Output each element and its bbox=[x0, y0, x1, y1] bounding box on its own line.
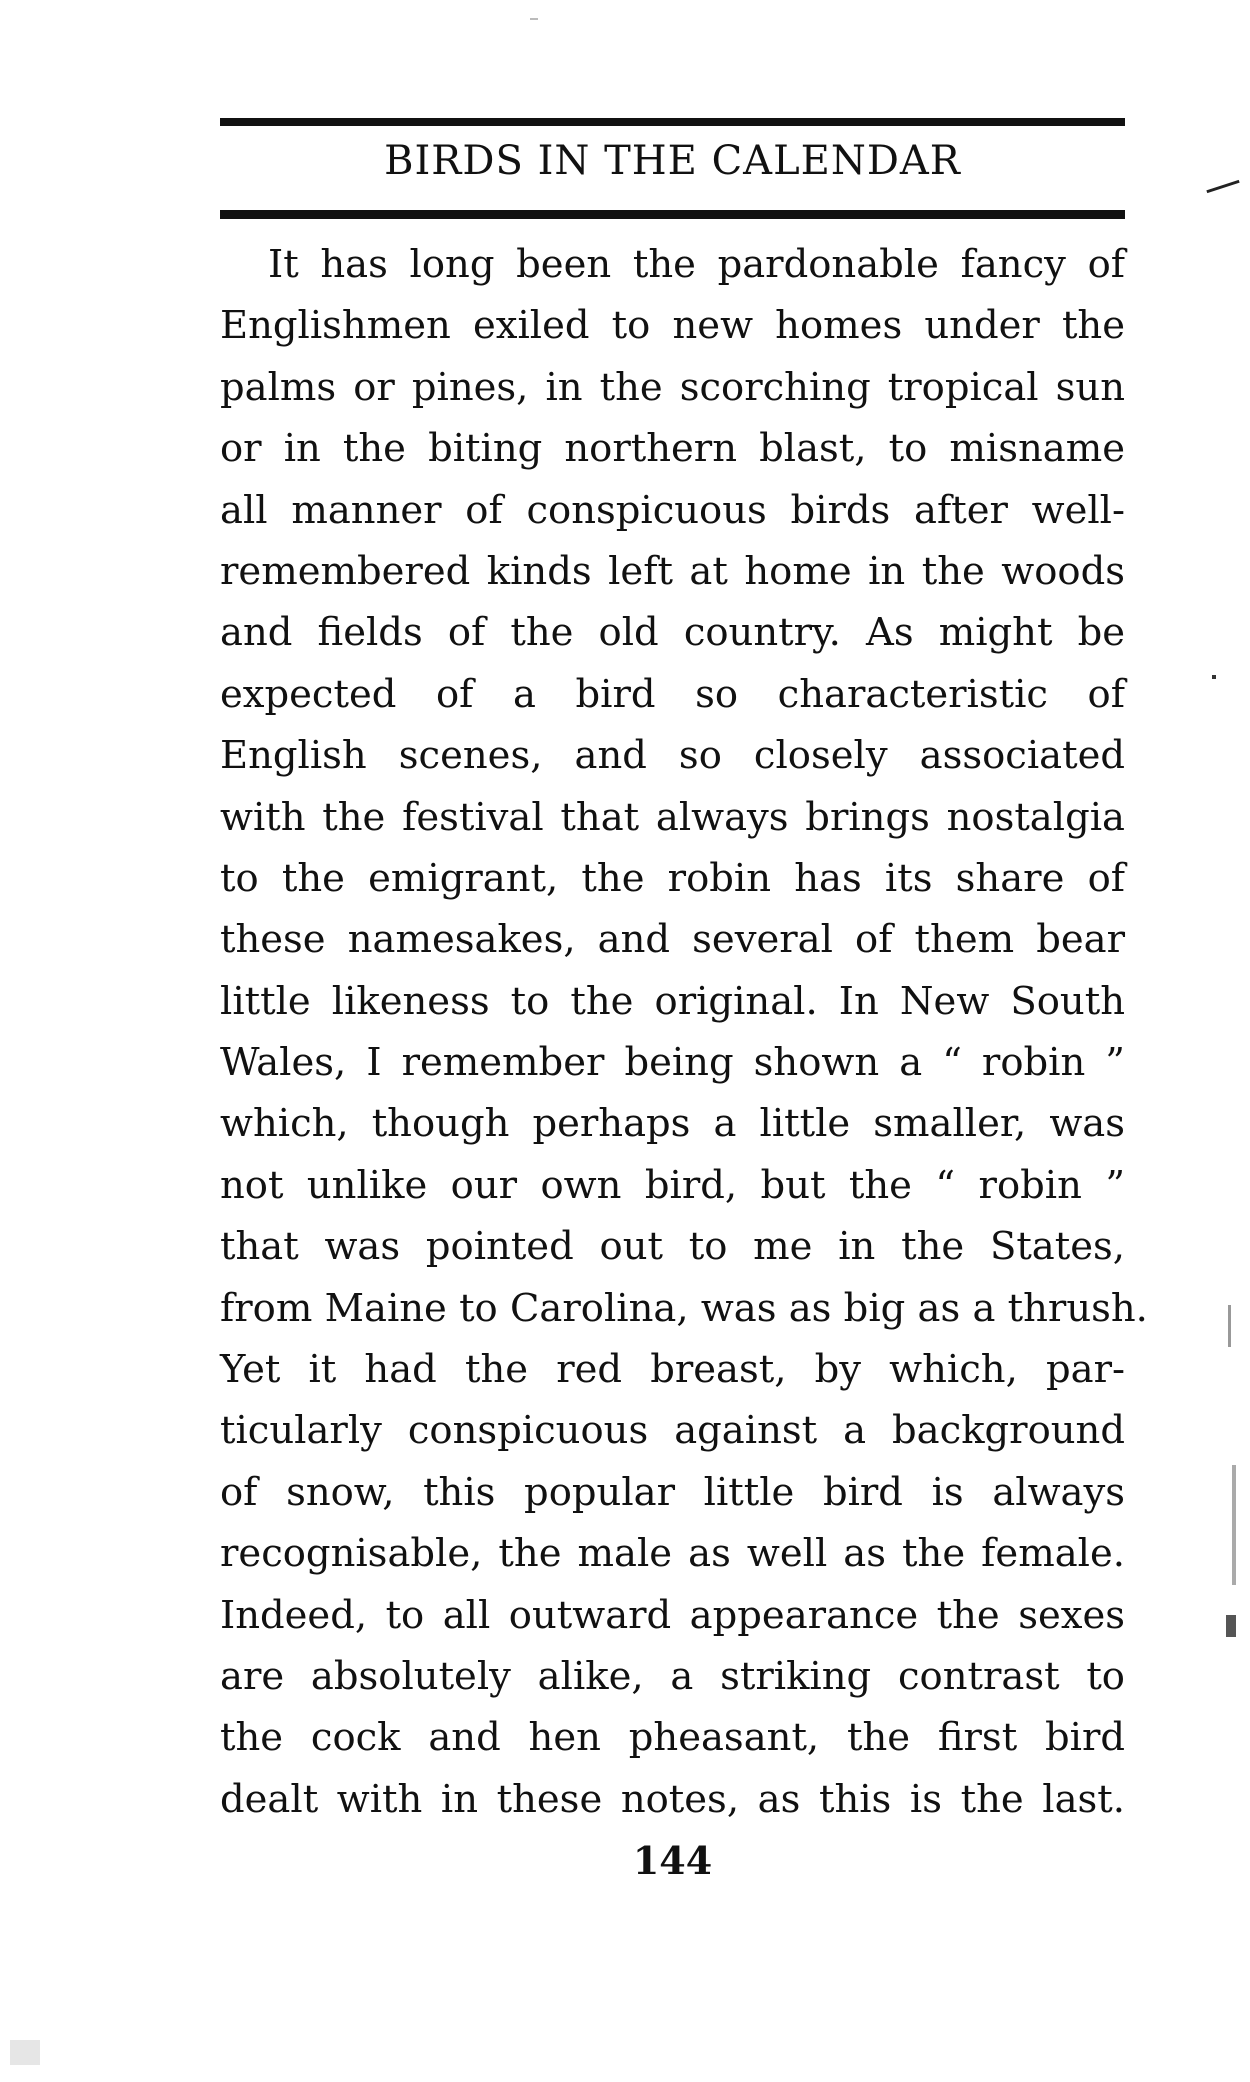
text-line: which, though perhaps a little smaller, was bbox=[220, 1101, 1125, 1147]
text-line: palms or pines, in the scorching tropical sun bbox=[220, 364, 1125, 410]
text-line: It has long been the pardonable fancy of bbox=[268, 242, 1125, 287]
text-line: little likeness to the original. In New South bbox=[220, 978, 1125, 1024]
body-paragraph bbox=[220, 234, 1148, 1830]
margin-mark bbox=[1206, 180, 1239, 193]
text-line: Indeed, to all outward appearance the sexes bbox=[220, 1592, 1125, 1638]
header-rule-top bbox=[220, 118, 1125, 126]
text-line: of snow, this popular little bird is always bbox=[220, 1469, 1125, 1515]
text-line: are absolutely alike, a striking contrast to bbox=[220, 1653, 1125, 1699]
text-line: all manner of conspicuous birds after well- bbox=[220, 487, 1125, 533]
text-line: not unlike our own bird, but the “ robin ” bbox=[220, 1162, 1125, 1208]
text-line: or in the biting northern blast, to misname bbox=[220, 426, 1125, 472]
scan-speck bbox=[1212, 675, 1216, 679]
text-line: with the festival that always brings nostalgia bbox=[220, 794, 1125, 840]
text-line: expected of a bird so characteristic of bbox=[220, 671, 1125, 717]
text-line: that was pointed out to me in the States, bbox=[220, 1224, 1125, 1270]
scan-speck bbox=[1232, 1465, 1236, 1585]
text-line: Wales, I remember being shown a “ robin ” bbox=[220, 1040, 1125, 1086]
running-head: BIRDS IN THE CALENDAR bbox=[384, 138, 961, 184]
scan-speck bbox=[1228, 1305, 1231, 1347]
text-line: from Maine to Carolina, was as big as a thrush. bbox=[220, 1285, 1148, 1331]
header-rule-bottom bbox=[220, 210, 1125, 219]
text-line: these namesakes, and several of them bear bbox=[220, 917, 1125, 963]
scan-speck bbox=[10, 2040, 40, 2065]
text-line: English scenes, and so closely associated bbox=[220, 733, 1125, 779]
scan-speck bbox=[530, 18, 538, 20]
scan-speck bbox=[1226, 1615, 1236, 1637]
page-number: 144 bbox=[632, 1838, 713, 1883]
text-line: remembered kinds left at home in the woods bbox=[220, 548, 1125, 594]
text-line: and fields of the old country. As might be bbox=[220, 610, 1125, 656]
text-line: Englishmen exiled to new homes under the bbox=[220, 303, 1125, 349]
text-line: ticularly conspicuous against a background bbox=[220, 1408, 1125, 1454]
text-line: Yet it had the red breast, by which, par- bbox=[220, 1347, 1125, 1393]
text-line: recognisable, the male as well as the female. bbox=[220, 1531, 1125, 1577]
text-line: to the emigrant, the robin has its share of bbox=[220, 855, 1125, 901]
text-line: dealt with in these notes, as this is the last. bbox=[220, 1776, 1125, 1822]
text-line: the cock and hen pheasant, the first bird bbox=[220, 1715, 1125, 1761]
